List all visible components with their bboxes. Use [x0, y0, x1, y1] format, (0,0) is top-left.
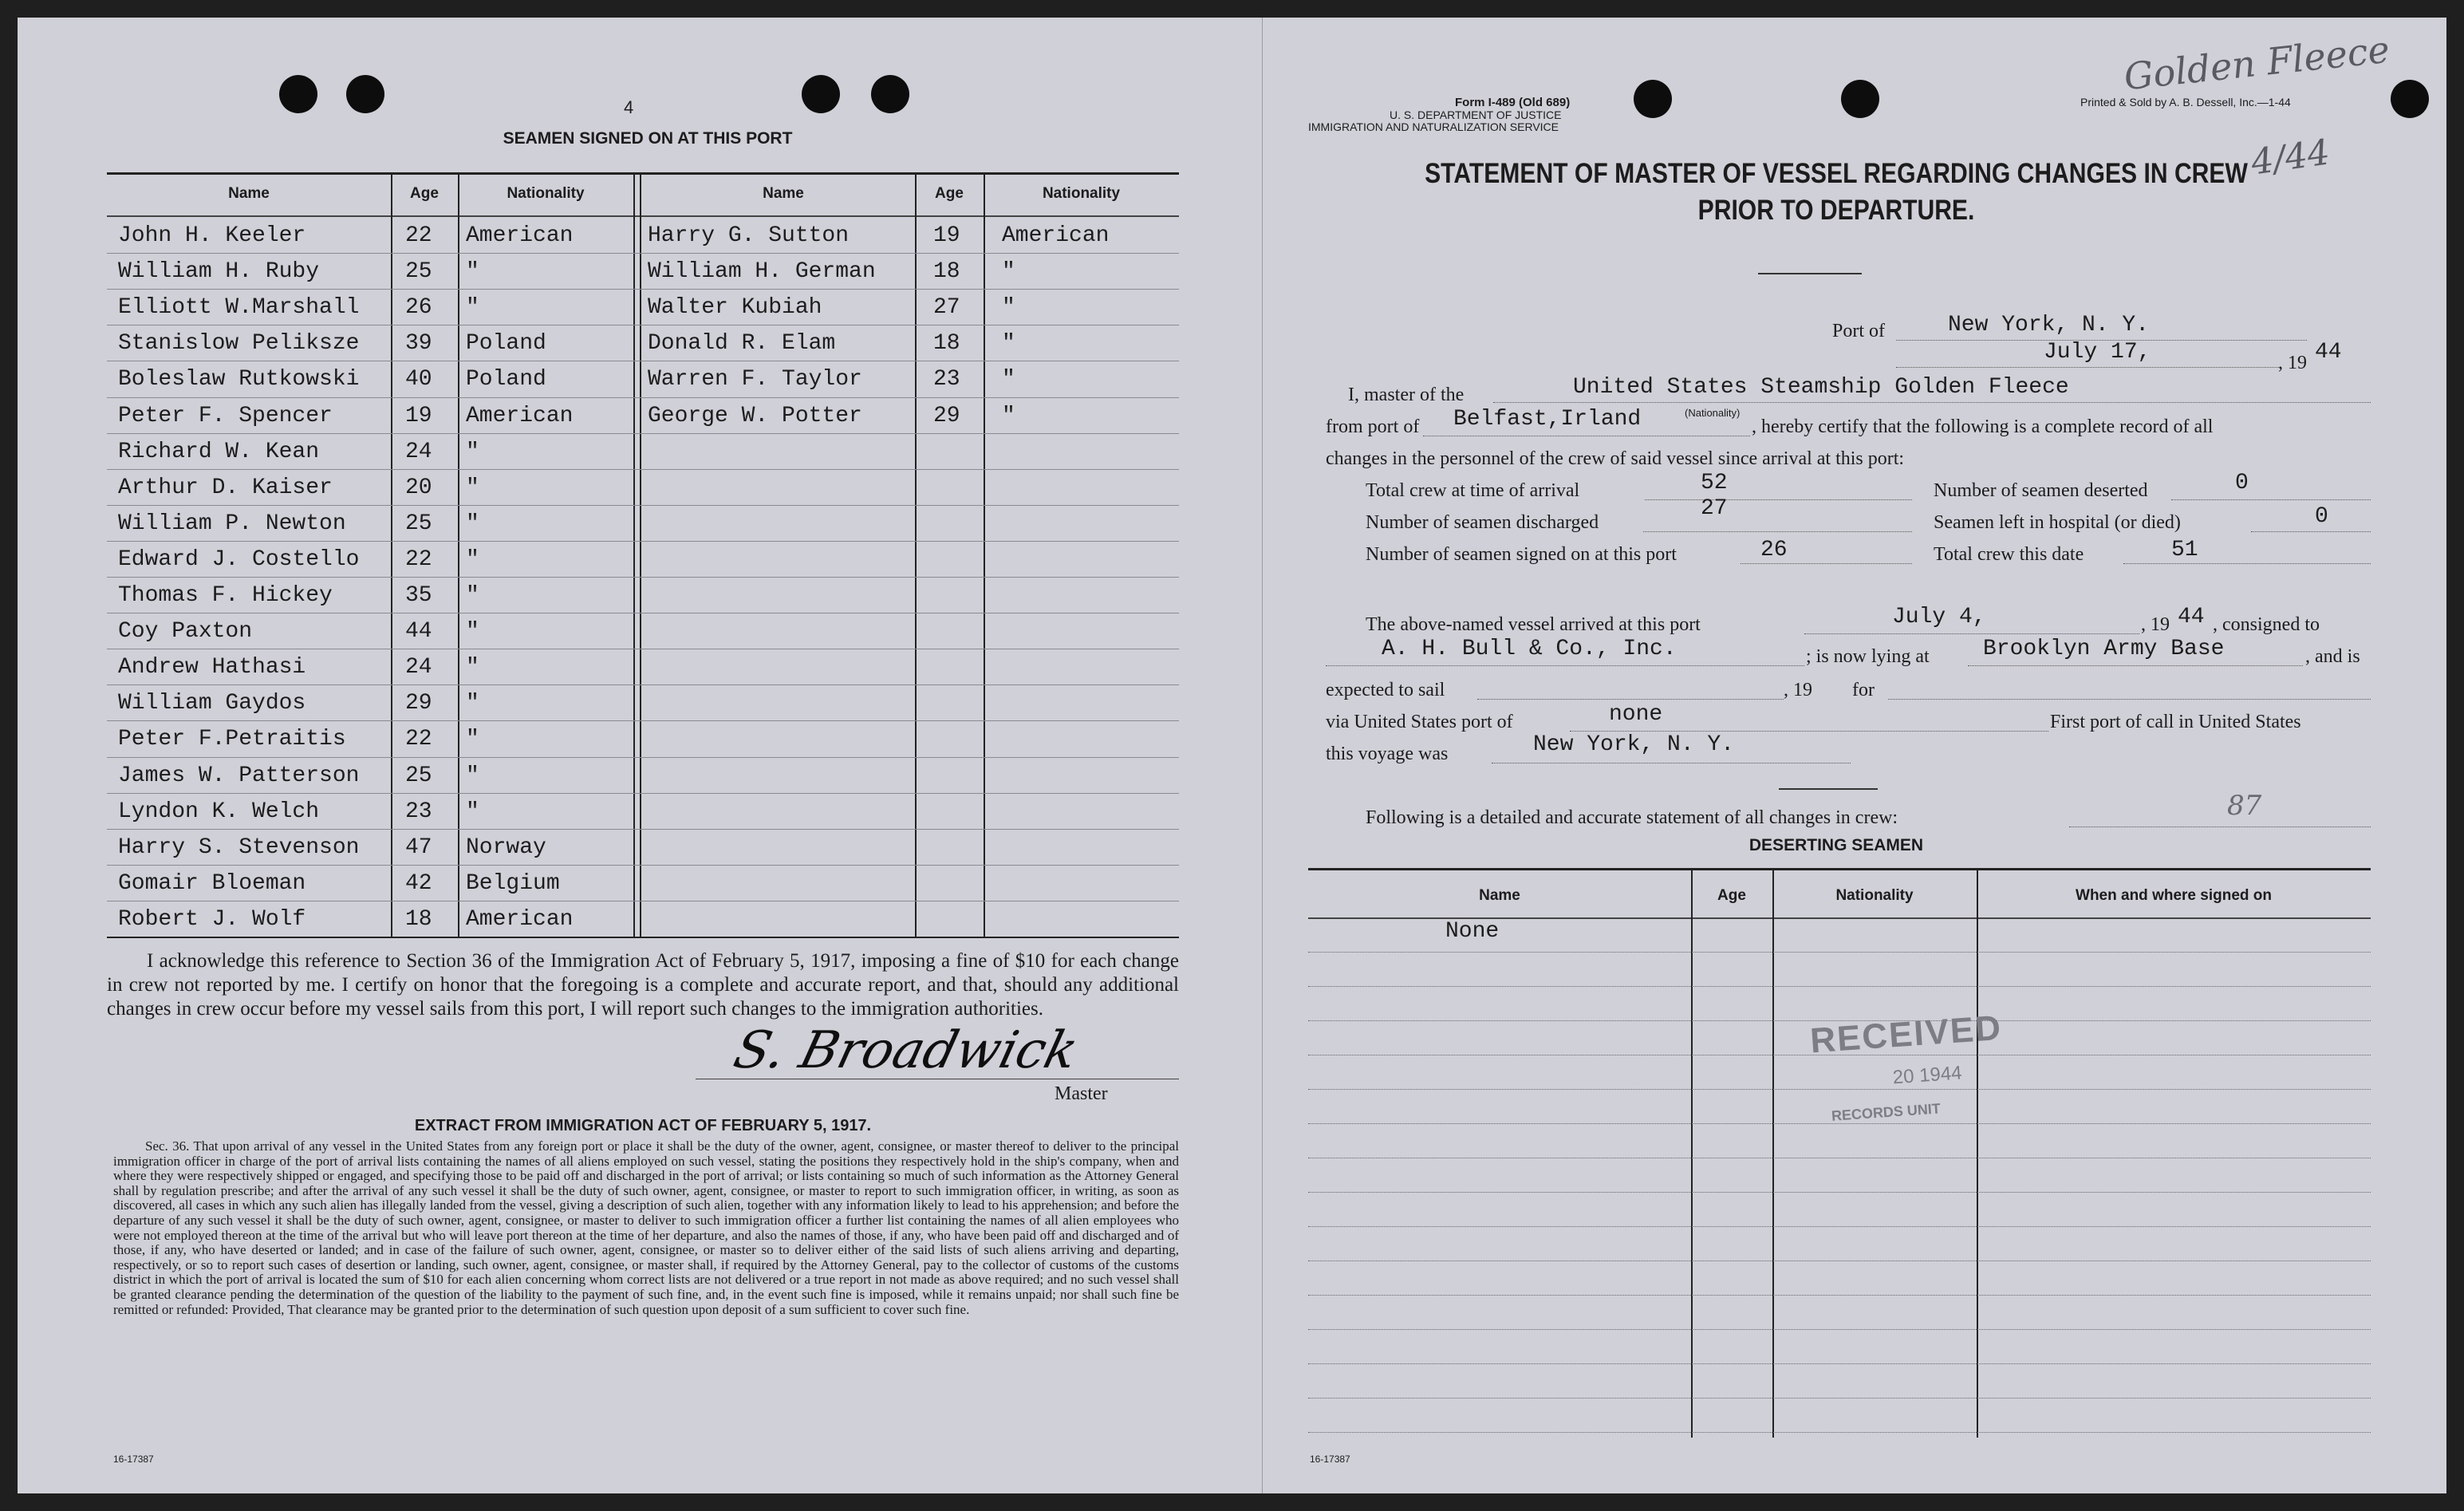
seaman-name: William Gaydos [118, 691, 306, 716]
seaman-name: Stanislow Peliksze [118, 331, 360, 357]
stamp-date: 20 1944 [1891, 1062, 1963, 1089]
date-value: July 17, [2044, 340, 2151, 365]
seaman-nationality: American [466, 906, 574, 932]
seaman-name: Peter F. Spencer [118, 403, 333, 428]
signed-on-underline [1741, 563, 1912, 564]
seaman-name: Peter F.Petraitis [118, 727, 346, 752]
for-underline [1888, 699, 2371, 700]
seaman-nationality: " [466, 691, 479, 716]
seaman-nationality: " [466, 799, 479, 824]
discharged-label: Number of seamen discharged [1366, 512, 1599, 533]
vessel-value: United States Steamship Golden Fleece [1573, 375, 2069, 400]
deserting-row-line [1308, 1329, 2371, 1330]
master-of-label: I, master of the [1348, 385, 1465, 405]
discharged-underline [1643, 531, 1912, 532]
title-rule [1758, 273, 1862, 274]
seaman-age: 25 [405, 511, 432, 536]
seaman-name: Boleslaw Rutkowski [118, 367, 360, 393]
voyage-label: this voyage was [1326, 744, 1449, 764]
seaman-age: 39 [405, 331, 432, 357]
arrived-value: July 4, [1892, 605, 1986, 629]
deserting-row-line [1308, 1363, 2371, 1364]
seaman-age: 35 [405, 583, 432, 608]
expected-label: expected to sail [1326, 680, 1445, 700]
seaman-name: George W. Potter [648, 403, 862, 428]
seaman-name: Thomas F. Hickey [118, 583, 333, 608]
year-prefix: , 19 [2278, 353, 2307, 373]
row-line [107, 433, 1179, 434]
deserting-row-line [1308, 1432, 2371, 1433]
seaman-name: Donald R. Elam [648, 331, 836, 357]
year-value: 44 [2315, 340, 2342, 365]
stamp-records-unit: RECORDS UNIT [1831, 1100, 1942, 1124]
arrived-label: The above-named vessel arrived at this port [1366, 614, 1701, 635]
row-line [107, 289, 1179, 290]
seaman-name: Coy Paxton [118, 619, 253, 645]
seaman-age: 23 [933, 367, 960, 393]
seaman-nationality: " [466, 655, 479, 681]
arrived-year-value: 44 [2178, 605, 2205, 629]
first-port-label: First port of call in United States [2050, 712, 2301, 732]
nationality-caption: (Nationality) [1685, 407, 1741, 419]
left-form-code: 16-17387 [113, 1454, 154, 1465]
row-line [107, 829, 1179, 830]
seaman-nationality: " [466, 475, 479, 500]
seaman-age: 24 [405, 655, 432, 681]
punch-hole-4 [871, 75, 909, 113]
total-date-underline [2123, 563, 2371, 564]
lying-value: Brooklyn Army Base [1983, 637, 2225, 661]
seaman-nationality: American [466, 403, 574, 428]
deserting-col-divider [1977, 868, 1978, 1438]
extract-text: Sec. 36. That upon arrival of any vessel in the United States from any foreign port or place it shall be the duty of the owner, agent, consignee, or master thereof to deliver to the principal immigration officer in charge of the port of arrival lists containing the names of all aliens employed on such vessel, stating the positions they respectively hold in the ship's company, when and where they were respectively shipped or engaged, and specifying those to be paid off and discharged in the port of arrival; or lists containing so much of such information as the Attorney General shall by regulation prescribe; and after the arrival of any such vessel it shall be the duty of such owner, agent, consignee, or master to report to such immigration officer, in writing, as soon as discovered, all cases in which any such alien has illegally landed from the vessel, giving a description of such alien, together with any information likely to lead to his apprehension; and before the departure of any such vessel it shall be the duty of such owner, agent, consignee, or master to deliver to such immigration officer a further list containing the names of all alien employees who were not employed thereon at the time of the arrival but who will leave port thereon at the time of her departure, and also the names of those, if any, who have been paid off and discharged and of those, if any, who have deserted or landed; and in case of the failure of such owner, agent, consignee, or master so to deliver either of the said lists of such aliens arriving and departing, respectively, or so to report such cases of desertion or landing, such owner, agent, consignee, or master shall, if required by the Attorney General, pay to the collector of customs of the customs district in which the port of arrival is located the sum of $10 for each alien concerning whom correct lists are not delivered or a true report in not made as above required; and no such vessel shall be granted clearance pending the determination of the question of the liability to the payment of such fine, and, in the event such fine is imposed, while it remains unpaid; nor shall such fine be remitted or refunded: Provided, That clearance may be granted prior to the determination of such question upon deposit of a sum sufficient to cover such fine. [113, 1138, 1179, 1317]
seaman-nationality: " [1002, 295, 1015, 321]
seaman-nationality: Poland [466, 367, 546, 393]
col-divider [458, 172, 459, 937]
col1-header-age: Age [410, 185, 439, 202]
seaman-name: William H. Ruby [118, 259, 320, 285]
deserting-row-line [1308, 1398, 2371, 1399]
seaman-name: Warren F. Taylor [648, 367, 862, 393]
deserting-col-divider [1691, 868, 1693, 1438]
seaman-nationality: " [1002, 367, 1015, 393]
seaman-nationality: " [1002, 403, 1015, 428]
table-top-rule [107, 172, 1179, 175]
signature-role: Master [1055, 1083, 1108, 1104]
row-line [107, 397, 1179, 398]
seaman-age: 44 [405, 619, 432, 645]
deserting-row-line [1308, 1295, 2371, 1296]
extract-title: EXTRACT FROM IMMIGRATION ACT OF FEBRUARY 5, 1917. [414, 1117, 872, 1134]
page-number: 4 [624, 97, 634, 117]
col-divider [640, 172, 641, 937]
col-divider [915, 172, 917, 937]
row-line [107, 469, 1179, 470]
seaman-name: James W. Patterson [118, 763, 360, 788]
seaman-nationality: American [466, 223, 574, 248]
seaman-nationality: " [466, 511, 479, 536]
consignee-underline [1326, 665, 1804, 666]
via-label: via United States port of [1326, 712, 1513, 732]
via-value: none [1609, 702, 1663, 727]
form-title-line2: PRIOR TO DEPARTURE. [1697, 195, 1975, 226]
handwritten-number: 87 [2227, 790, 2262, 822]
seaman-name: Edward J. Costello [118, 546, 360, 572]
consignee-value: A. H. Bull & Co., Inc. [1382, 637, 1677, 661]
department: U. S. DEPARTMENT OF JUSTICE [1390, 108, 1562, 121]
printer-credit: Printed & Sold by A. B. Dessell, Inc.—1-44 [2080, 96, 2291, 108]
deserting-top-rule [1308, 868, 2371, 870]
deserting-row-line [1308, 986, 2371, 987]
seaman-name: Andrew Hathasi [118, 655, 306, 681]
vessel-underline [1493, 402, 2371, 403]
col-divider [391, 172, 392, 937]
signed-on-label: Number of seamen signed on at this port [1366, 544, 1677, 565]
signed-on-value: 26 [1760, 538, 1788, 562]
deserting-row-line [1308, 1260, 2371, 1261]
service: IMMIGRATION AND NATURALIZATION SERVICE [1308, 120, 1559, 133]
deserting-col-divider [1772, 868, 1774, 1438]
col-divider [984, 172, 985, 937]
certify-text: , hereby certify that the following is a complete record of all [1752, 416, 2214, 437]
seaman-age: 26 [405, 295, 432, 321]
col2-header-name: Name [763, 185, 804, 202]
row-line [107, 541, 1179, 542]
seaman-name: William P. Newton [118, 511, 346, 536]
form-title-line1: STATEMENT OF MASTER OF VESSEL REGARDING CHANGES IN CREW [1425, 158, 2248, 189]
seaman-name: Lyndon K. Welch [118, 799, 320, 824]
acknowledgement-text: I acknowledge this reference to Section 36 of the Immigration Act of February 5, 1917, imposing a fine of $10 for each change in crew not reported by me. I certify on honor that the foregoing is a complete and accurate report, and that, should any additional changes in crew occur before my vessel sails from this port, I will report such changes to the immigration authorities. [107, 950, 1179, 1020]
row-line [107, 757, 1179, 758]
row-line [107, 865, 1179, 866]
seaman-name: William H. German [648, 259, 876, 285]
and-is-label: , and is [2305, 646, 2360, 667]
seaman-age: 20 [405, 475, 432, 500]
seaman-nationality: " [466, 546, 479, 572]
deserting-title: DESERTING SEAMEN [1748, 836, 1924, 854]
deserting-header-age: Age [1717, 887, 1746, 904]
table-bottom-rule [107, 937, 1179, 938]
from-port-value: Belfast,Irland [1453, 407, 1642, 432]
voyage-value: New York, N. Y. [1533, 732, 1735, 757]
arrived-year-label: , 19 [2141, 614, 2170, 635]
port-label: Port of [1832, 321, 1885, 341]
seaman-age: 29 [933, 403, 960, 428]
seaman-nationality: " [466, 619, 479, 645]
seaman-nationality: " [466, 727, 479, 752]
seaman-name: Gomair Bloeman [118, 870, 306, 896]
seaman-age: 25 [405, 259, 432, 285]
mid-rule [1779, 788, 1878, 790]
seaman-age: 25 [405, 763, 432, 788]
punch-hole-6 [1841, 80, 1879, 118]
seaman-nationality: " [466, 259, 479, 285]
seaman-age: 40 [405, 367, 432, 393]
total-arrival-label: Total crew at time of arrival [1366, 480, 1580, 501]
seaman-nationality: American [1002, 223, 1110, 248]
seaman-age: 24 [405, 439, 432, 464]
via-underline [1570, 731, 2048, 732]
seaman-name: Harry G. Sutton [648, 223, 850, 248]
seaman-age: 18 [405, 906, 432, 932]
form-number: Form I-489 (Old 689) [1455, 96, 1571, 109]
seaman-age: 22 [405, 727, 432, 752]
handwritten-mark: 4/44 [2248, 132, 2332, 183]
punch-hole-2 [346, 75, 384, 113]
total-arrival-value: 52 [1701, 471, 1728, 495]
seaman-age: 18 [933, 259, 960, 285]
seaman-nationality: Poland [466, 331, 546, 357]
seaman-age: 22 [405, 223, 432, 248]
handwritten-vessel-note: Golden Fleece [2122, 27, 2392, 99]
seaman-age: 42 [405, 870, 432, 896]
page-divider [1262, 18, 1263, 1493]
seaman-name: Elliott W.Marshall [118, 295, 360, 321]
row-line [107, 720, 1179, 721]
seaman-nationality: Norway [466, 834, 546, 860]
hospital-label: Seamen left in hospital (or died) [1934, 512, 2181, 533]
seaman-nationality: " [466, 439, 479, 464]
seaman-age: 19 [405, 403, 432, 428]
seaman-age: 22 [405, 546, 432, 572]
received-stamp [1809, 1008, 2009, 1126]
row-line [107, 253, 1179, 254]
seaman-nationality: " [466, 583, 479, 608]
seaman-nationality: " [466, 295, 479, 321]
consigned-label: , consigned to [2213, 614, 2320, 635]
arrived-underline [1804, 633, 2139, 634]
right-form-code: 16-17387 [1310, 1454, 1350, 1465]
seaman-age: 29 [405, 691, 432, 716]
deserting-header-nationality: Nationality [1835, 887, 1914, 904]
deserting-row-line [1308, 1226, 2371, 1227]
row-line [107, 793, 1179, 794]
col2-header-nationality: Nationality [1042, 185, 1121, 202]
deserting-row-line [1308, 952, 2371, 953]
header-rule [107, 215, 1179, 217]
seaman-name: Arthur D. Kaiser [118, 475, 333, 500]
seaman-age: 19 [933, 223, 960, 248]
stamp-received: RECEIVED [1808, 1008, 2004, 1061]
total-arrival-underline [1645, 499, 1912, 500]
discharged-value: 27 [1701, 496, 1728, 521]
left-page-title: SEAMEN SIGNED ON AT THIS PORT [503, 129, 793, 148]
punch-hole-3 [802, 75, 840, 113]
deserted-value: 0 [2235, 471, 2249, 495]
date-underline [1896, 367, 2279, 368]
seaman-nationality: Belgium [466, 870, 560, 896]
col1-header-name: Name [228, 185, 270, 202]
hospital-underline [2251, 531, 2371, 532]
seaman-nationality: " [466, 763, 479, 788]
punch-hole-1 [279, 75, 317, 113]
seaman-age: 23 [405, 799, 432, 824]
following-label: Following is a detailed and accurate statement of all changes in crew: [1366, 807, 1898, 828]
seaman-nationality: " [1002, 259, 1015, 285]
certify-text-2: changes in the personnel of the crew of said vessel since arrival at this port: [1326, 448, 1905, 469]
hospital-value: 0 [2315, 504, 2328, 529]
deserting-row-line [1308, 1192, 2371, 1193]
deserted-underline [2171, 499, 2371, 500]
lying-label: ; is now lying at [1806, 646, 1930, 667]
row-line [107, 684, 1179, 685]
document-sheet [18, 18, 2446, 1493]
col2-header-age: Age [935, 185, 964, 202]
for-label: for [1852, 680, 1875, 700]
seaman-age: 47 [405, 834, 432, 860]
row-line [107, 577, 1179, 578]
port-value: New York, N. Y. [1948, 313, 2150, 337]
seaman-nationality: " [1002, 331, 1015, 357]
seaman-age: 18 [933, 331, 960, 357]
seaman-name: Robert J. Wolf [118, 906, 306, 932]
punch-hole-5 [1634, 80, 1672, 118]
col-divider [633, 172, 635, 937]
deserted-label: Number of seamen deserted [1934, 480, 2148, 501]
master-signature: S. Broadwick [727, 1021, 1084, 1080]
total-date-label: Total crew this date [1934, 544, 2084, 565]
seaman-name: Walter Kubiah [648, 295, 822, 321]
total-date-value: 51 [2171, 538, 2198, 562]
deserting-header-name: Name [1479, 887, 1520, 904]
row-line [107, 505, 1179, 506]
expected-year-label: , 19 [1784, 680, 1812, 700]
expected-underline [1477, 699, 1784, 700]
col1-header-nationality: Nationality [507, 185, 585, 202]
punch-hole-7 [2391, 80, 2429, 118]
deserting-header-when-where: When and where signed on [2076, 887, 2272, 904]
from-port-label: from port of [1326, 416, 1420, 437]
lying-underline [1968, 665, 2303, 666]
seaman-name: Richard W. Kean [118, 439, 320, 464]
seaman-name: Harry S. Stevenson [118, 834, 360, 860]
seaman-age: 27 [933, 295, 960, 321]
deserting-none-value: None [1445, 919, 1500, 944]
seaman-name: John H. Keeler [118, 223, 306, 248]
